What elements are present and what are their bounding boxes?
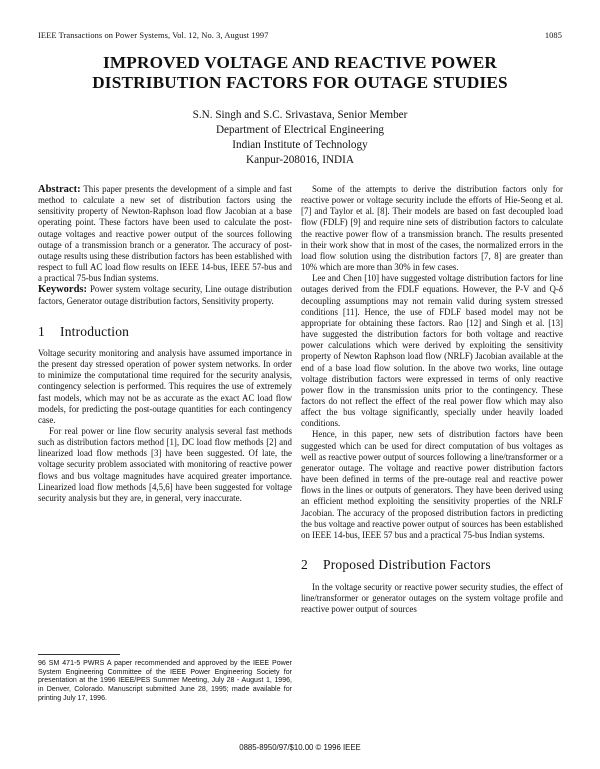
copyright-footer: 0885-8950/97/$10.00 © 1996 IEEE (239, 743, 361, 752)
paper-title-line-1: IMPROVED VOLTAGE AND REACTIVE POWER (102, 53, 498, 72)
keywords (38, 284, 292, 306)
section-2-paragraph-1: In the voltage security or reactive power security studies, the effect of line/transformer or generator outages on the system voltage profile and reactive power output of sources (301, 582, 563, 615)
journal-header: IEEE Transactions on Power Systems, Vol. 12, No. 3, August 1997 (38, 31, 269, 40)
section-1-heading (38, 323, 292, 339)
keywords-label: Keywords: (38, 284, 87, 296)
left-column (38, 184, 292, 504)
footnote-rule (38, 654, 120, 655)
keywords-text: Power system voltage security, Line outage distribution factors, Generator outage distribution factors, Sensitivity property. (38, 284, 292, 306)
author-institute: Indian Institute of Technology (232, 139, 368, 151)
section-1-paragraph-2: For real power or line flow security analysis several fast methods such as distribution factors method [1], DC load flow methods [2] and linearized load flow methods [3] have been suggested. Of late, the voltage security problem associated with monitoring of reactive power flows and bus voltage magnitudes have acquired greater importance. Linearized load flow methods [4,5,6] have been suggested for voltage security analysis but they are, in general, very inaccurate. (38, 425, 292, 503)
right-paragraph-2: Lee and Chen [10] have suggested voltage distribution factors for line outages derived from the FDLF equations. However, the P-V and Q-δ decoupling assumptions may not remain valid during system stressed conditions [11]. Hence, the use of FDLF based model may not be appropriate for obtaining these factors. Rao [12] and Singh et al. [13] have suggested the distribution factors for both voltage and reactive power calculations which were derived by exploiting the sensitivity property of Newton Raphson load flow (NRLF) Jacobian available at the end of a base load flow solution. In the above two works, line outage voltage distribution factors were expressed in terms of only reactive power flow in the transmission units prior to the contingency. These factors do not reflect the effect of the real power flow which may also affect the bus voltage significantly, specially under heavily loaded conditions. (301, 273, 563, 429)
section-1-title: Introduction (60, 323, 130, 339)
right-paragraph-3: Hence, in this paper, new sets of distribution factors have been suggested which can be used for direct computation of bus voltages as well as reactive power output of sources following a line/transformer or a generator outage. The voltage and reactive power distribution factors have been defined in terms of the pre-outage real and reactive power flows in the lines or outputs of generators. They have been derived using an efficient method exploiting the sensitivity properties of the NRLF Jacobian. The accuracy of the proposed distribution factors in predicting the bus voltage and reactive power output of sources has been established on IEEE 14-bus, IEEE 57 bus and a practical 75-bus Indian systems. (301, 429, 563, 540)
right-paragraph-1: Some of the attempts to derive the distribution factors only for reactive power or voltage security include the efforts of Hie-Seong et al. [7] and Taylor et al. [8]. Their models are based on fast decoupled load flow (FDLF) [9] and require nine sets of distribution factors to calculate the reactive power flow of a transmission branch. The results presented in their work show that in most of the cases, the normalized errors in the load flow solution using the distribution factors [7, 8] are greater than 10% which are more than 30% in few cases. (301, 184, 563, 273)
abstract (38, 184, 292, 284)
section-1-paragraph-1: Voltage security monitoring and analysis have assumed importance in the present day stressed operation of power system networks. In order to minimize the computational time required for the security analysis, contingency selection is performed. This requires the use of extremely fast models, which may not be as accurate as the exact AC load flow models, for predicting the post-outage quantities for each contingency case. (38, 347, 292, 425)
abstract-label: Abstract: (38, 184, 81, 195)
section-1-number: 1 (38, 323, 45, 339)
page-number: 1085 (544, 31, 562, 40)
author-city: Kanpur-208016, INDIA (246, 154, 354, 166)
author-department: Department of Electrical Engineering (215, 124, 385, 136)
section-2-heading (301, 559, 563, 570)
right-column (301, 184, 563, 616)
abstract-text: This paper presents the development of a simple and fast method to calculate a new set of distribution factors using the sensitivity property of Newton-Raphson load flow Jacobian at a base operating point. These factors have been used to calculate the post-outage voltages and reactive power output of the sources following outage of a transmission branch or a generator. The accuracy of post-outage results using these distribution factors has been established with respect to full AC load flow results on IEEE 14-bus, IEEE 57-bus and a practical 75-bus Indian systems. (38, 184, 292, 284)
paper-title-line-2: DISTRIBUTION FACTORS FOR OUTAGE STUDIES (92, 73, 508, 92)
section-2-number: 2 (301, 557, 308, 572)
footnote: 96 SM 471-5 PWRS A paper recommended and approved by the IEEE Power System Engineering Committee of the IEEE Power Engineering Society for presentation at the 1996 IEEE/PES Summer Meeting, July 28 - August 1, 1996, in Denver, Colorado. Manuscript submitted June 28, 1995; made available for printing July 17, 1996. (38, 660, 292, 702)
author-names: S.N. Singh and S.C. Srivastava, Senior Member (192, 109, 408, 121)
section-2-title: Proposed Distribution Factors (323, 557, 491, 572)
